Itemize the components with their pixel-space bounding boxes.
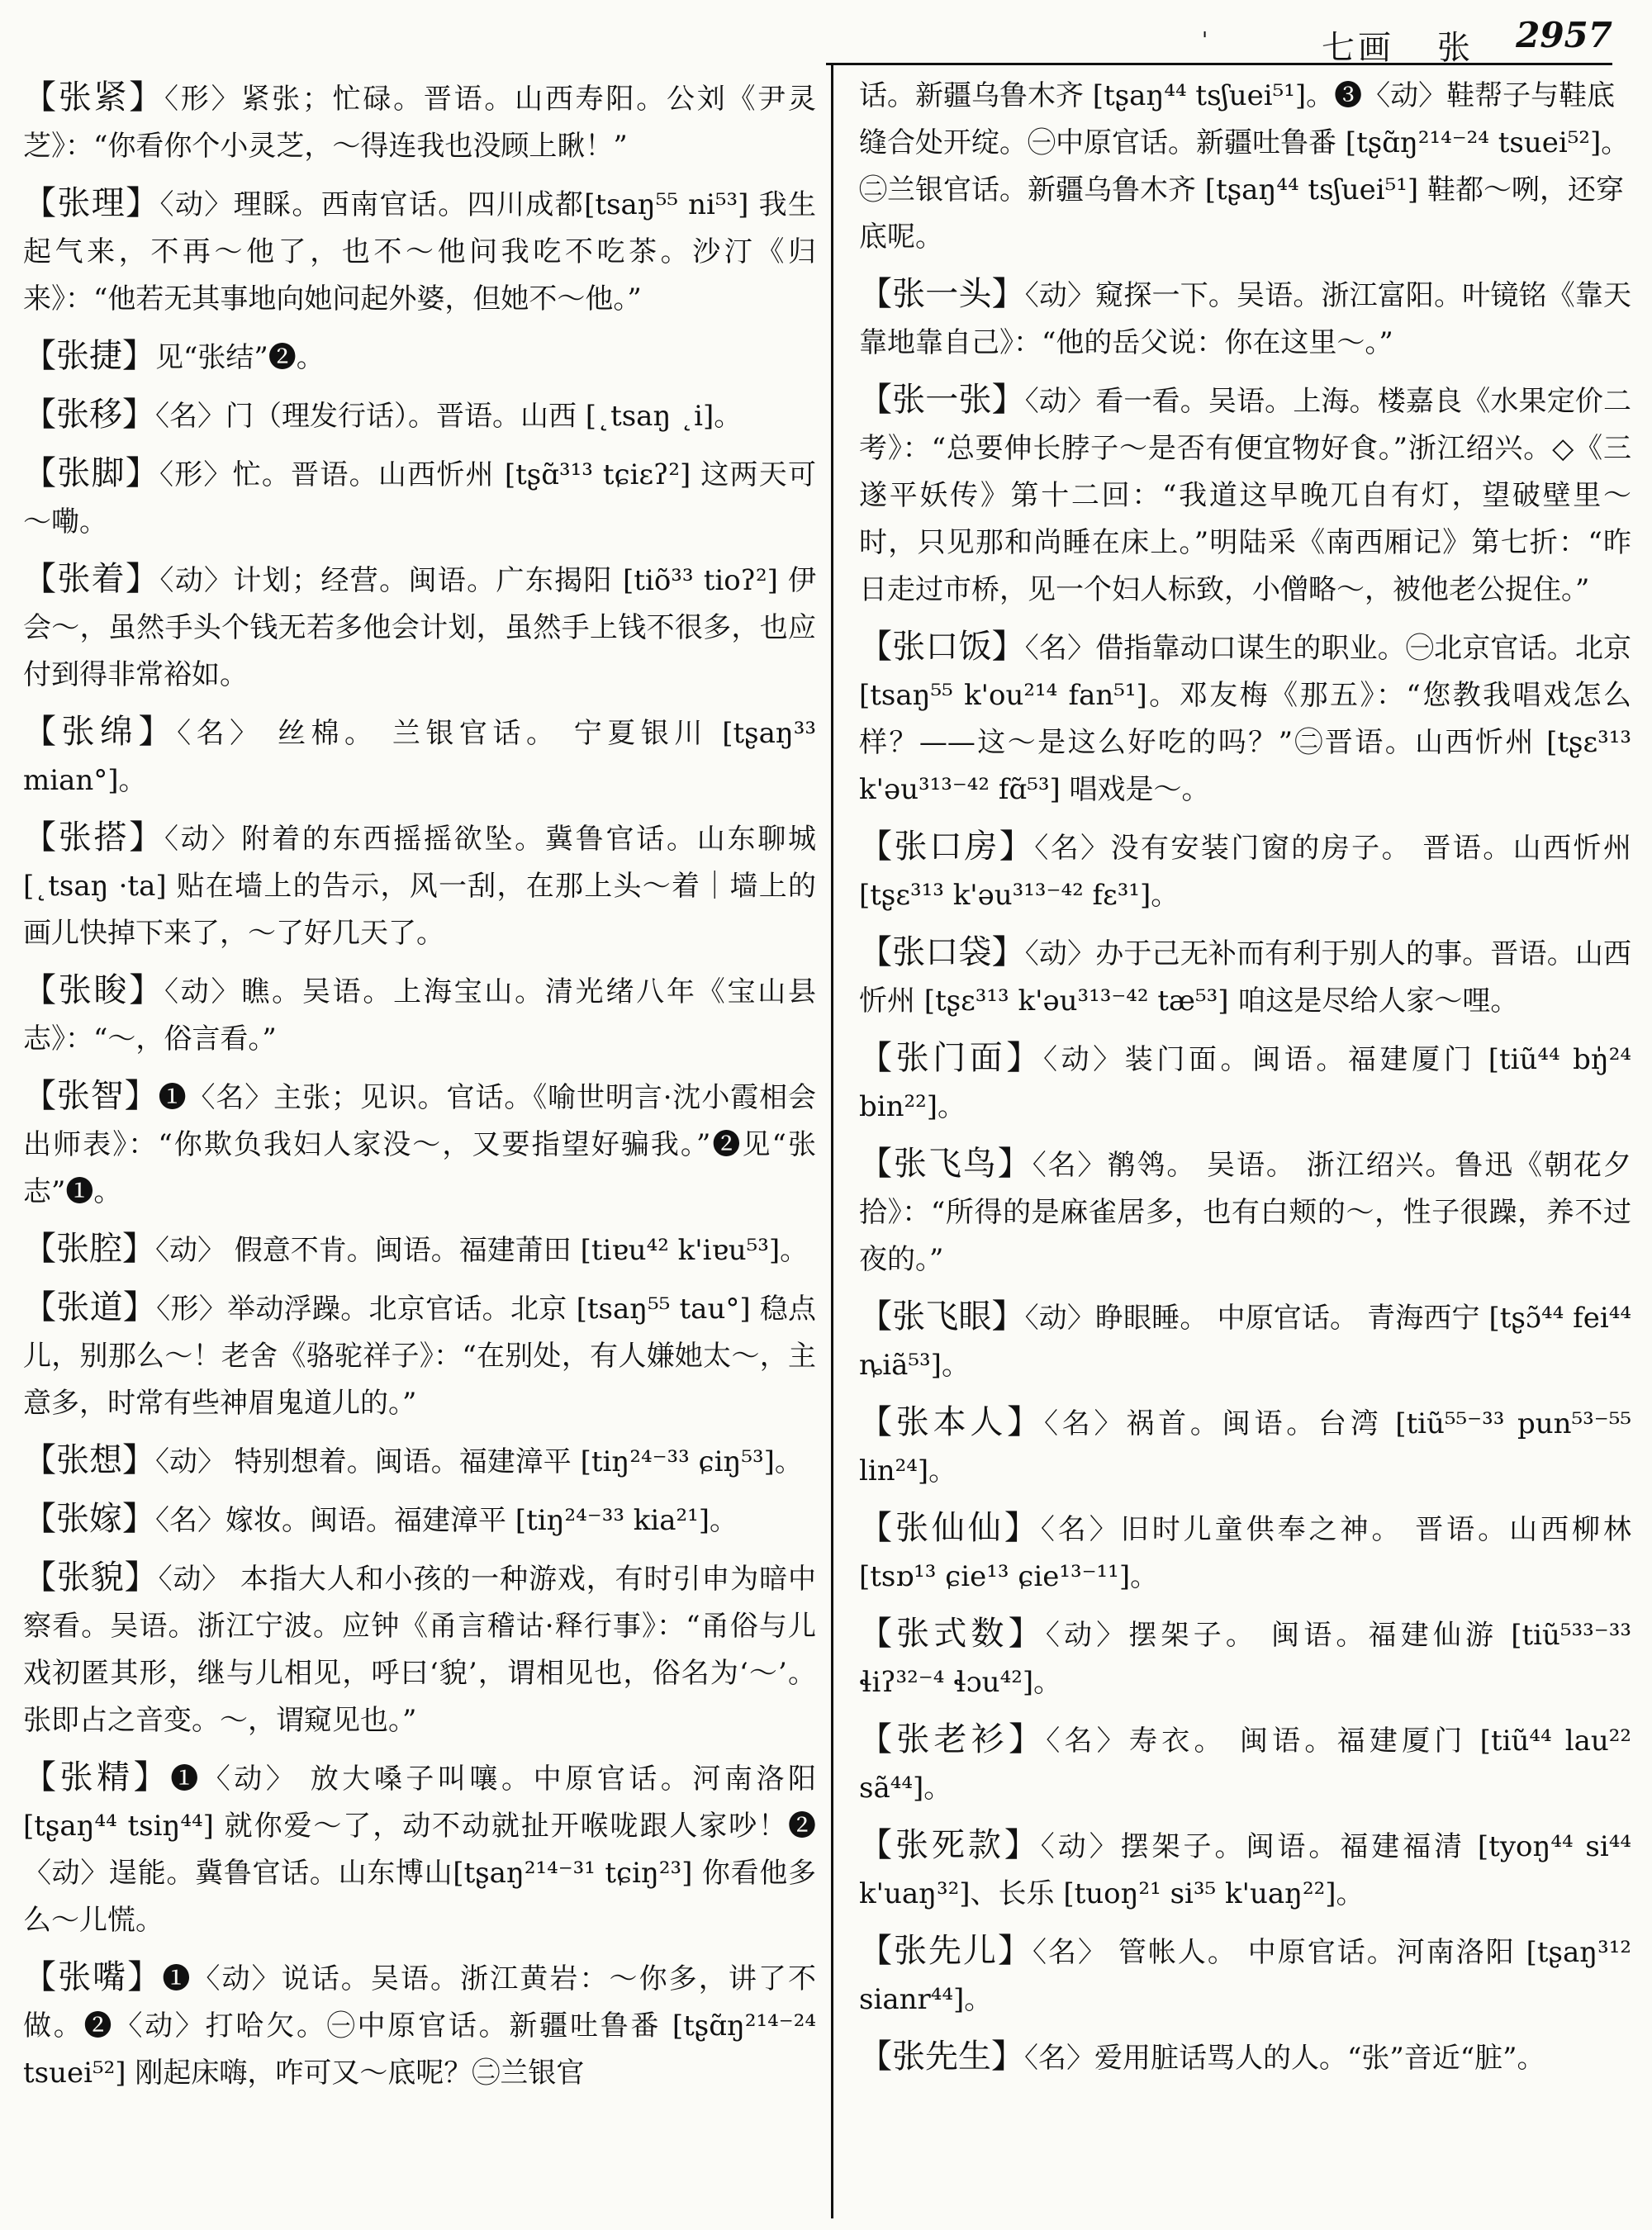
entry-text: 〈名〉祸首。闽语。台湾 [tiũ⁵⁵⁻³³ pun⁵³⁻⁵⁵ lin²⁴]。 [859,1407,1631,1487]
entry-headword: 【张一头】 [859,275,1025,313]
entry-headword: 【张着】 [23,560,160,598]
dictionary-entry [859,377,1631,614]
dictionary-entry [859,1611,1631,1706]
entry-headword: 【张貌】 [23,1559,159,1597]
entry-text: 〈名〉爱用脏话骂人的人。“张”音近“脏”。 [1024,2042,1545,2075]
entry-headword: 【张道】 [23,1288,157,1326]
entry-text: 〈动〉瞧。吴语。上海宝山。清光绪八年《宝山县志》：“～，俗言看。” [23,975,816,1056]
entry-headword: 【张飞眼】 [859,1298,1025,1336]
entry-headword: 【张飞鸟】 [859,1145,1032,1183]
page-number: 2957 [1516,15,1612,55]
dictionary-entry [23,1496,816,1544]
entry-headword: 【张紧】 [23,78,165,116]
header-mark: ' [1202,28,1208,53]
entry-headword: 【张嘴】 [23,1958,163,1996]
entry-headword: 【张智】 [23,1077,159,1115]
entry-text: 〈名〉寿衣。 闽语。福建厦门 [tiũ⁴⁴ lau²² sã⁴⁴]。 [859,1725,1631,1805]
section-char: 张 [1437,29,1470,67]
dictionary-entry [23,450,816,546]
entry-headword: 【张先生】 [859,2038,1024,2076]
dictionary-entry [859,1399,1631,1495]
entry-headword: 【张式数】 [859,1615,1046,1653]
entry-text: 〈动〉 特别想着。闽语。福建漳平 [tiŋ²⁴⁻³³ ɕiŋ⁵³]。 [155,1445,803,1478]
dictionary-entry [23,709,816,804]
dictionary-entry [859,271,1631,367]
dictionary-entry [859,1293,1631,1389]
entry-headword: 【张嫁】 [23,1500,155,1538]
entry-text: 〈名〉 管帐人。 中原官话。河南洛阳 [tʂaŋ³¹² sianr⁴⁴]。 [859,1936,1631,2016]
entry-headword: 【张捷】 [23,337,155,375]
entry-headword: 【张死款】 [859,1826,1041,1864]
entry-text: 〈名〉嫁妆。闽语。福建漳平 [tiŋ²⁴⁻³³ kia²¹]。 [155,1504,738,1537]
entry-headword: 【张本人】 [859,1403,1044,1441]
entry-headword: 【张老衫】 [859,1720,1047,1758]
dictionary-entry [859,2033,1631,2082]
entry-headword: 【张搭】 [23,818,165,856]
entry-text: 〈名〉鹡鸰。 吴语。 浙江绍兴。鲁迅《朝花夕拾》：“所得的是麻雀居多，也有白颊的～，性子很躁，养不过夜的。” [859,1149,1631,1276]
entry-text: 〈动〉办于己无补而有利于别人的事。晋语。山西忻州 [tʂɛ³¹³ k'əu³¹³⁻⁴² tæ⁵³] 咱这是尽给人家～哩。 [859,937,1631,1018]
entry-headword: 【张口袋】 [859,933,1025,971]
left-column [23,74,816,2222]
entry-headword: 【张口饭】 [859,628,1025,666]
entry-headword: 【张仙仙】 [859,1509,1041,1547]
dictionary-entry [23,1437,816,1486]
dictionary-entry [23,967,816,1063]
dictionary-entry [23,1284,816,1427]
entry-text: 〈动〉窥探一下。吴语。浙江富阳。叶镜铭《靠天靠地靠自己》：“他的岳父说：你在这里～。” [859,279,1631,359]
entry-text: 〈名〉没有安装门窗的房子。 晋语。山西忻州 [tʂɛ³¹³ k'əu³¹³⁻⁴² fɛ³¹]。 [859,832,1631,912]
section-label: 七画 [1322,29,1394,67]
entry-text: 〈动〉 本指大人和小孩的一种游戏，有时引申为暗中察看。吴语。浙江宁波。应钟《甬言稽诂·释行事》：“甬俗与儿戏初匿其形，继与儿相见，呼曰‘貌’，谓相见也，俗名为‘～’。张即占之音变。～，谓窥见也。” [23,1563,816,1737]
entry-headword: 【张脚】 [23,454,159,492]
entry-text: 〈动〉附着的东西摇摇欲坠。冀鲁官话。山东聊城 [˛tsaŋ ·ta] 贴在墙上的告示，风一刮，在那上头～着｜墙上的画儿快掉下来了，～了好几天了。 [23,823,816,950]
dictionary-entry [23,1073,816,1216]
dictionary-entry [859,1716,1631,1812]
dictionary-entry [859,1822,1631,1918]
dictionary-entry [859,1141,1631,1283]
entry-text: ❶〈动〉说话。吴语。浙江黄岩：～你多，讲了不做。❷〈动〉打哈欠。㊀中原官话。新疆吐鲁番 [tʂɑ̃ŋ²¹⁴⁻²⁴ tsuei⁵²] 刚起床嗨，咋可又～底呢？㊁兰银官 [23,1962,816,2090]
entry-headword: 【张绵】 [23,713,178,751]
entry-text: 〈名〉旧时儿童供奉之神。 晋语。山西柳林 [tsɒ¹³ ɕie¹³ ɕie¹³⁻¹¹]。 [859,1513,1631,1593]
entry-headword: 【张先儿】 [859,1932,1033,1970]
entry-text: 〈动〉计划；经营。闽语。广东揭阳 [tiõ³³ tioʔ²] 伊会～，虽然手头个钱无若多他会计划，虽然手上钱不很多，也应付到得非常裕如。 [23,564,816,691]
entry-text: 〈动〉理睬。西南官话。四川成都[tsaŋ⁵⁵ ni⁵³] 我生起气来，不再～他了，也不～他问我吃不吃茶。沙汀《归来》：“他若无其事地向她问起外婆，但她不～他。” [23,188,816,316]
dictionary-entry [23,1554,816,1744]
dictionary-entry [859,929,1631,1025]
entry-text: ❶〈动〉 放大嗓子叫嚷。中原官话。河南洛阳 [tʂaŋ⁴⁴ tsiŋ⁴⁴] 就你爱～了，动不动就扯开喉咙跟人家吵！❷〈动〉逞能。冀鲁官话。山东博山[tʂaŋ²¹⁴⁻³¹ tɕiŋ²³] 你看他多么～儿慌。 [23,1763,816,1937]
entry-text: 〈动〉摆架子。闽语。福建福清 [tyoŋ⁴⁴ si⁴⁴ k'uaŋ³²]、长乐 [tuoŋ²¹ si³⁵ k'uaŋ²²]。 [859,1830,1631,1910]
dictionary-entry [23,556,816,699]
entry-headword: 【张口房】 [859,828,1035,866]
entry-text: 〈动〉睁眼睡。 中原官话。 青海西宁 [tʂɔ̃⁴⁴ fei⁴⁴ ȵiã⁵³]。 [859,1302,1631,1382]
dictionary-entry [23,74,816,170]
entry-text: 〈名〉 丝棉。 兰银官话。 宁夏银川 [tʂaŋ³³ mian°]。 [23,717,816,797]
entry-headword: 【张腔】 [23,1230,155,1268]
entry-text: 〈形〉忙。晋语。山西忻州 [tʂɑ̃³¹³ tɕiɛʔ²] 这两天可～嘞。 [23,458,816,539]
dictionary-entry [859,1035,1631,1131]
entry-text: 话。新疆乌鲁木齐 [tʂaŋ⁴⁴ tsʃuei⁵¹]。❸〈动〉鞋帮子与鞋底缝合处开绽。㊀中原官话。新疆吐鲁番 [tʂɑ̃ŋ²¹⁴⁻²⁴ tsuei⁵²]。㊁兰银官话。新疆乌鲁木齐 [tʂaŋ⁴⁴ tsʃuei⁵¹] 鞋都～咧，还穿底呢。 [859,79,1630,254]
entry-headword: 【张睃】 [23,971,165,1009]
entry-headword: 【张理】 [23,184,160,222]
dictionary-entry [23,1754,816,1944]
dictionary-entry-continuation [859,73,1631,261]
entry-text: 〈动〉 假意不肯。闽语。福建莆田 [tiɐu⁴² k'iɐu⁵³]。 [155,1234,809,1267]
entry-text: ❶〈名〉主张；见识。官话。《喻世明言·沈小霞相会出师表》：“你欺负我妇人家没～，又要指望好骗我。”❷见“张志”❶。 [23,1081,816,1208]
right-column [859,73,1631,2220]
entry-text: 〈动〉装门面。闽语。福建厦门 [tiũ⁴⁴ bŋ̍²⁴ bin²²]。 [859,1043,1631,1123]
dictionary-entry [859,1505,1631,1601]
dictionary-entry [23,391,816,440]
entry-headword: 【张想】 [23,1441,155,1479]
page-header [826,15,1612,65]
dictionary-entry [859,1928,1631,2024]
entry-headword: 【张一张】 [859,381,1025,419]
entry-text: 〈形〉举动浮躁。北京官话。北京 [tsaŋ⁵⁵ tau°] 稳点儿，别那么～！老舍《骆驼祥子》：“在别处，有人嫌她太～，主意多，时常有些神眉鬼道儿的。” [23,1293,816,1420]
dictionary-entry [23,333,816,382]
column-divider [831,63,833,2218]
dictionary-entry [859,823,1631,919]
dictionary-entry [23,180,816,323]
entry-headword: 【张门面】 [859,1039,1043,1077]
entry-text: 〈名〉借指靠动口谋生的职业。㊀北京官话。北京[tsaŋ⁵⁵ k'ou²¹⁴ fan⁵¹]。邓友梅《那五》：“您教我唱戏怎么样？——这～是这么好吃的吗？”㊁晋语。山西忻州 [tʂɛ³¹³ k'əu³¹³⁻⁴² fɑ̃⁵³] 唱戏是～。 [859,632,1631,806]
entry-text: 见“张结”❷。 [155,341,325,374]
entry-text: 〈动〉摆架子。 闽语。福建仙游 [tiũ⁵³³⁻³³ ɬiʔ³²⁻⁴ ɬɔu⁴²]。 [859,1619,1631,1699]
dictionary-entry [23,814,816,957]
entry-text: 〈动〉看一看。吴语。上海。楼嘉良《水果定价二考》：“总要伸长脖子～是否有便宜物好食。”浙江绍兴。◇《三遂平妖传》第十二回：“我道这早晚兀自有灯，望破壁里～时，只见那和尚睡在床上。”明陆采《南西厢记》第七折：“昨日走过市桥，见一个妇人标致，小僧略～，被他老公捉住。” [859,385,1631,606]
dictionary-entry [23,1226,816,1274]
dictionary-entry [859,624,1631,814]
entry-headword: 【张精】 [23,1758,171,1796]
dictionary-entry [23,1954,816,2097]
entry-text: 〈名〉门（理发行话）。晋语。山西 [˛tsaŋ ˛i]。 [155,400,743,433]
entry-text: 〈形〉紧张；忙碌。晋语。山西寿阳。公刘《尹灵芝》：“你看你个小灵芝，～得连我也没顾上瞅！” [23,83,816,163]
entry-headword: 【张移】 [23,396,155,434]
